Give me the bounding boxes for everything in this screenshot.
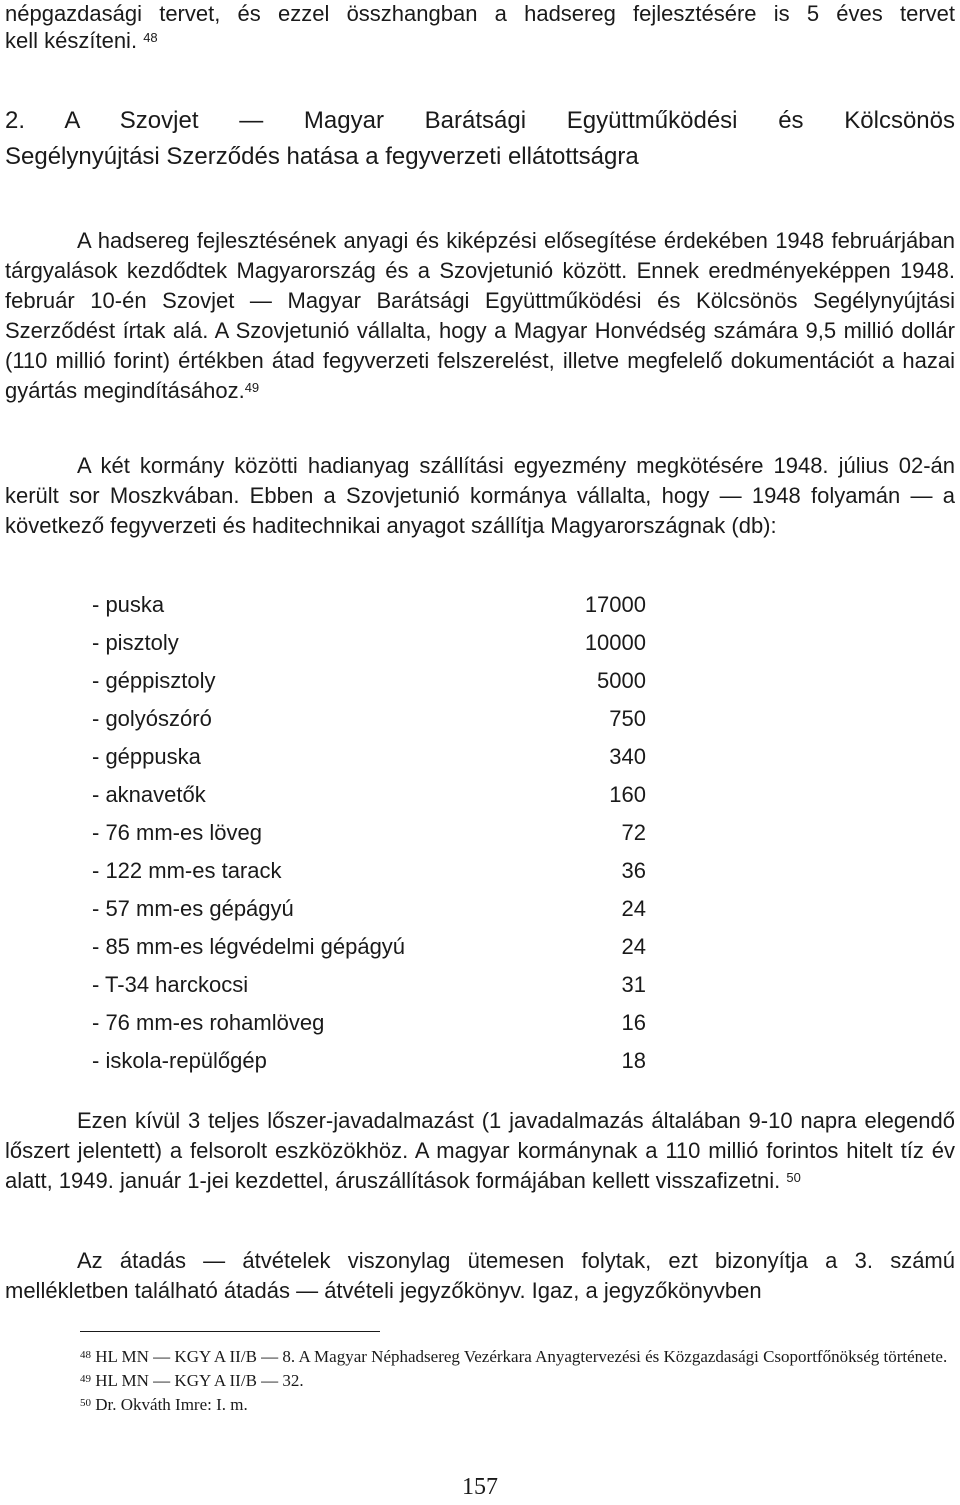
- list-item: [92, 1008, 652, 1046]
- list-item: [92, 894, 652, 932]
- paragraph-1-text: A hadsereg fejlesztésének anyagi és kiképzési elősegítése érdekében 1948 februárjában tárgyalások kezdődtek Magyarország és a Szovjetunió között. Ennek eredményeképpen 1948. február 10-én Szovjet — Magyar Barátsági Együttműködési és Kölcsönös Segélynyújtási Szerződést írtak alá. A Szovjetunió vállalta, hogy a Magyar Honvédség számára 9,5 millió dollár (110 millió forint) értékben átad fegyverzeti felszerelést, illetve megfelelő dokumentációt a hazai gyártás megindításához.: [5, 228, 955, 403]
- list-item: [92, 742, 652, 780]
- equipment-name: - iskola-repülőgép: [92, 1048, 267, 1073]
- list-item: [92, 1046, 652, 1084]
- list-item: [92, 704, 652, 742]
- footnote-number: 48: [80, 1349, 91, 1361]
- footnote-divider: [80, 1331, 380, 1332]
- intro-text: [5, 0, 955, 54]
- footnote-ref-49[interactable]: 49: [244, 380, 260, 395]
- equipment-quantity: 18: [621, 1048, 646, 1073]
- equipment-name: - aknavetők: [92, 782, 206, 807]
- equipment-name: - 76 mm-es löveg: [92, 820, 262, 845]
- equipment-name: - puska: [92, 592, 165, 617]
- equipment-quantity: 36: [621, 858, 646, 883]
- list-item: [92, 666, 652, 704]
- footnote-49: [5, 1369, 955, 1393]
- equipment-name: - géppisztoly: [92, 668, 216, 693]
- list-item: [92, 590, 652, 628]
- equipment-quantity: 24: [621, 934, 646, 959]
- section-heading-line-2: Segélynyújtási Szerződés hatása a fegyverzeti ellátottságra: [5, 143, 639, 170]
- equipment-name: - 122 mm-es tarack: [92, 858, 282, 883]
- equipment-name: - 85 mm-es légvédelmi gépágyú: [92, 934, 406, 959]
- list-item: [92, 970, 652, 1008]
- equipment-quantity: 750: [609, 706, 646, 731]
- paragraph-2: [5, 451, 955, 541]
- list-item: [92, 628, 652, 666]
- footnotes: [5, 1345, 955, 1417]
- equipment-name: - géppuska: [92, 744, 201, 769]
- paragraph-4: [5, 1246, 955, 1306]
- intro-line-2-text: kell készíteni.: [5, 28, 138, 53]
- footnote-text: Dr. Okváth Imre: I. m.: [95, 1395, 248, 1414]
- footnote-48: [5, 1345, 955, 1369]
- equipment-quantity: 16: [621, 1010, 646, 1035]
- equipment-name: - pisztoly: [92, 630, 179, 655]
- equipment-quantity: 160: [609, 782, 646, 807]
- paragraph-4-text: Az átadás — átvételek viszonylag ütemesen folytak, ezt bizonyítja a 3. számú mellékletben található átadás — átvételi jegyzőkönyv. Igaz, a jegyzőkönyvben: [5, 1248, 955, 1303]
- footnote-text: HL MN — KGY A II/B — 32.: [95, 1371, 304, 1390]
- equipment-quantity: 5000: [597, 668, 646, 693]
- equipment-name: - T-34 harckocsi: [92, 972, 249, 997]
- equipment-quantity: 10000: [584, 630, 646, 655]
- equipment-quantity: 31: [621, 972, 646, 997]
- footnote-ref-50[interactable]: 50: [786, 1170, 801, 1185]
- equipment-name: - 57 mm-es gépágyú: [92, 896, 294, 921]
- intro-line-1: népgazdasági tervet, és ezzel összhangban a hadsereg fejlesztésére is 5 éves tervet: [5, 1, 955, 26]
- equipment-quantity: 340: [609, 744, 646, 769]
- list-item: [92, 856, 652, 894]
- equipment-quantity: 72: [621, 820, 646, 845]
- intro-line-2: [5, 27, 955, 54]
- footnote-50: [5, 1393, 955, 1417]
- footnote-text: HL MN — KGY A II/B — 8. A Magyar Néphadsereg Vezérkara Anyagtervezési és Közgazdasági Csoportfőnökség története.: [95, 1347, 948, 1366]
- paragraph-3-text: Ezen kívül 3 teljes lőszer-javadalmazást (1 javadalmazás általában 9-10 napra elegendő lőszert jelentett) a felsorolt eszközökhöz. A magyar kormánynak a 110 millió forintos hitelt tíz év alatt, 1949. január 1-jei kezdettel, áruszállítások formájában kellett visszafizetni.: [5, 1108, 955, 1193]
- footnote-number: 50: [80, 1397, 91, 1409]
- page-number: 157: [462, 1474, 498, 1500]
- equipment-quantity: 24: [621, 896, 646, 921]
- paragraph-2-text: A két kormány közötti hadianyag szállítási egyezmény megkötésére 1948. július 02-án került sor Moszkvában. Ebben a Szovjetunió kormánya vállalta, hogy — 1948 folyamán — a következő fegyverzeti és haditechnikai anyagot szállítja Magyarországnak (db):: [5, 453, 955, 538]
- equipment-name: - golyószóró: [92, 706, 212, 731]
- paragraph-1: [5, 226, 955, 406]
- list-item: [92, 932, 652, 970]
- section-heading-line-1: 2. A Szovjet — Magyar Barátsági Együttműködési és Kölcsönös: [5, 107, 955, 134]
- list-item: [92, 818, 652, 856]
- paragraph-3: [5, 1106, 955, 1196]
- footnote-number: 49: [80, 1373, 91, 1385]
- equipment-list: [92, 590, 652, 1084]
- list-item: [92, 780, 652, 818]
- equipment-quantity: 17000: [584, 592, 646, 617]
- section-heading: [5, 103, 955, 175]
- footnote-ref-48[interactable]: 48: [143, 30, 158, 45]
- equipment-name: - 76 mm-es rohamlöveg: [92, 1010, 325, 1035]
